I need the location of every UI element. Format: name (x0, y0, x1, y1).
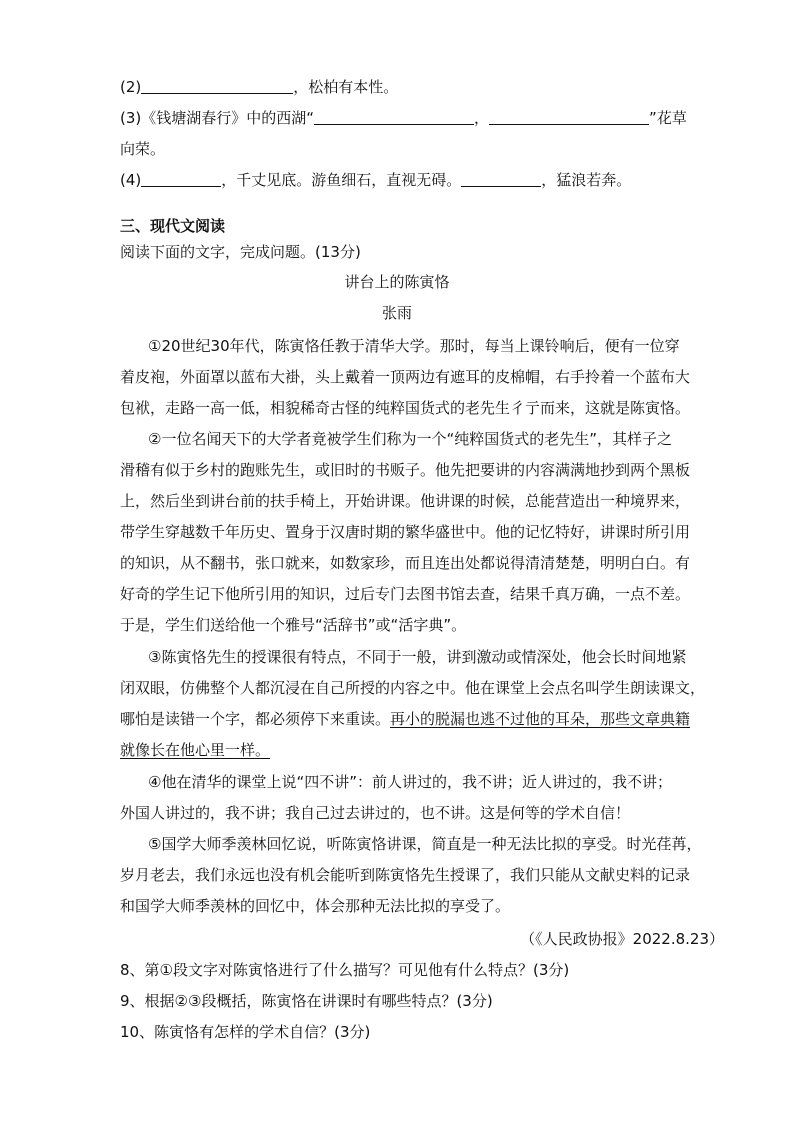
article-line: ③陈寅恪先生的授课很有特点，不同于一般，讲到激动或情深处，他会长时间地紧 (148, 648, 687, 666)
article-line: 岁月老去，我们永远也没有机会能听到陈寅恪先生授课了，我们只能从文献史料的记录 (120, 866, 691, 884)
section-heading: 三、现代文阅读 (120, 217, 226, 235)
article-line: 闭双眼，仿佛整个人都沉浸在自己所授的内容之中。他在课堂上会点名叫学生朗读课文， (120, 679, 706, 697)
question-4-line (120, 171, 728, 189)
article-line (120, 741, 728, 759)
article-line: 外国人讲过的，我不讲；我自己过去讲过的，也不讲。这是何等的学术自信！ (120, 804, 631, 822)
article-line: 包袱，走路一高一低，相貌稀奇古怪的纯粹国货式的老先生彳亍而来，这就是陈寅恪。 (120, 399, 691, 417)
question-9: 9、根据②③段概括，陈寅恪在讲课时有哪些特点？(3分) (120, 992, 493, 1010)
article-source: （《人民政协报》2022.8.23） (520, 930, 724, 948)
answer-blank[interactable] (141, 171, 221, 187)
article-line: ⑤国学大师季羡林回忆说，听陈寅恪讲课，简直是一种无法比拟的享受。时光荏苒， (148, 835, 702, 853)
q4-mid: ，千丈见底。游鱼细石，直视无碍。 (221, 171, 462, 189)
question-3-continuation: 向荣。 (120, 140, 166, 158)
article-line: ①20世纪30年代，陈寅恪任教于清华大学。那时，每当上课铃响后，便有一位穿 (148, 337, 680, 355)
q3-prefix: (3)《钱塘湖春行》中的西湖“ (120, 109, 315, 127)
question-3-line (120, 109, 728, 127)
q2-prefix: (2) (120, 78, 142, 96)
answer-blank[interactable] (461, 171, 541, 187)
article-line: ④他在清华的课堂上说“四不讲”：前人讲过的，我不讲；近人讲过的，我不讲； (148, 773, 672, 791)
article-line: 和国学大师季羡林的回忆中，体会那种无法比拟的享受了。 (120, 897, 511, 915)
article-line: ②一位名闻天下的大学者竟被学生们称为一个“纯粹国货式的老先生”，其样子之 (148, 430, 672, 448)
article-line: 上，然后坐到讲台前的扶手椅上，开始讲课。他讲课的时候，总能营造出一种境界来， (120, 492, 691, 510)
section-instruction: 阅读下面的文字，完成问题。(13分) (120, 243, 361, 261)
q4-prefix: (4) (120, 171, 142, 189)
q2-suffix: ，松柏有本性。 (293, 78, 399, 96)
article-line: 的知识，从不翻书，张口就来，如数家珍，而且连出处都说得清清楚楚，明明白白。有 (120, 554, 691, 572)
answer-blank[interactable] (141, 78, 293, 94)
article-title: 讲台上的陈寅恪 (344, 273, 450, 291)
underlined-sentence: 再小的脱漏也逃不过他的耳朵，那些文章典籍 (390, 710, 691, 728)
q3-comma: ， (474, 109, 490, 127)
answer-blank[interactable] (489, 109, 649, 125)
underlined-sentence: 就像长在他心里一样。 (120, 741, 271, 759)
answer-blank[interactable] (314, 109, 474, 125)
article-line: 着皮袍，外面罩以蓝布大褂，头上戴着一顶两边有遮耳的皮棉帽，右手拎着一个蓝布大 (120, 368, 691, 386)
article-line: 带学生穿越数千年历史、置身于汉唐时期的繁华盛世中。他的记忆特好，讲课时所引用 (120, 523, 691, 541)
question-8: 8、第①段文字对陈寅恪进行了什么描写？可见他有什么特点？(3分) (120, 961, 570, 979)
question-2-line (120, 78, 728, 96)
q4-suffix: ，猛浪若奔。 (541, 171, 632, 189)
article-author: 张雨 (381, 304, 412, 322)
article-line: 哪怕是读错一个字，都必须停下来重读。再小的脱漏也逃不过他的耳朵，那些文章典籍 (120, 710, 691, 728)
article-line: 于是，学生们送给他一个雅号“活辞书”或“活字典”。 (120, 616, 467, 634)
article-line: 好奇的学生记下他所引用的知识，过后专门去图书馆去查，结果千真万确，一点不差。 (120, 585, 691, 603)
q3-suffix: ”花草 (649, 109, 687, 127)
question-10: 10、陈寅恪有怎样的学术自信？(3分) (120, 1023, 371, 1041)
article-line: 滑稽有似于乡村的跑账先生，或旧时的书贩子。他先把要讲的内容满满地抄到两个黑板 (120, 461, 691, 479)
